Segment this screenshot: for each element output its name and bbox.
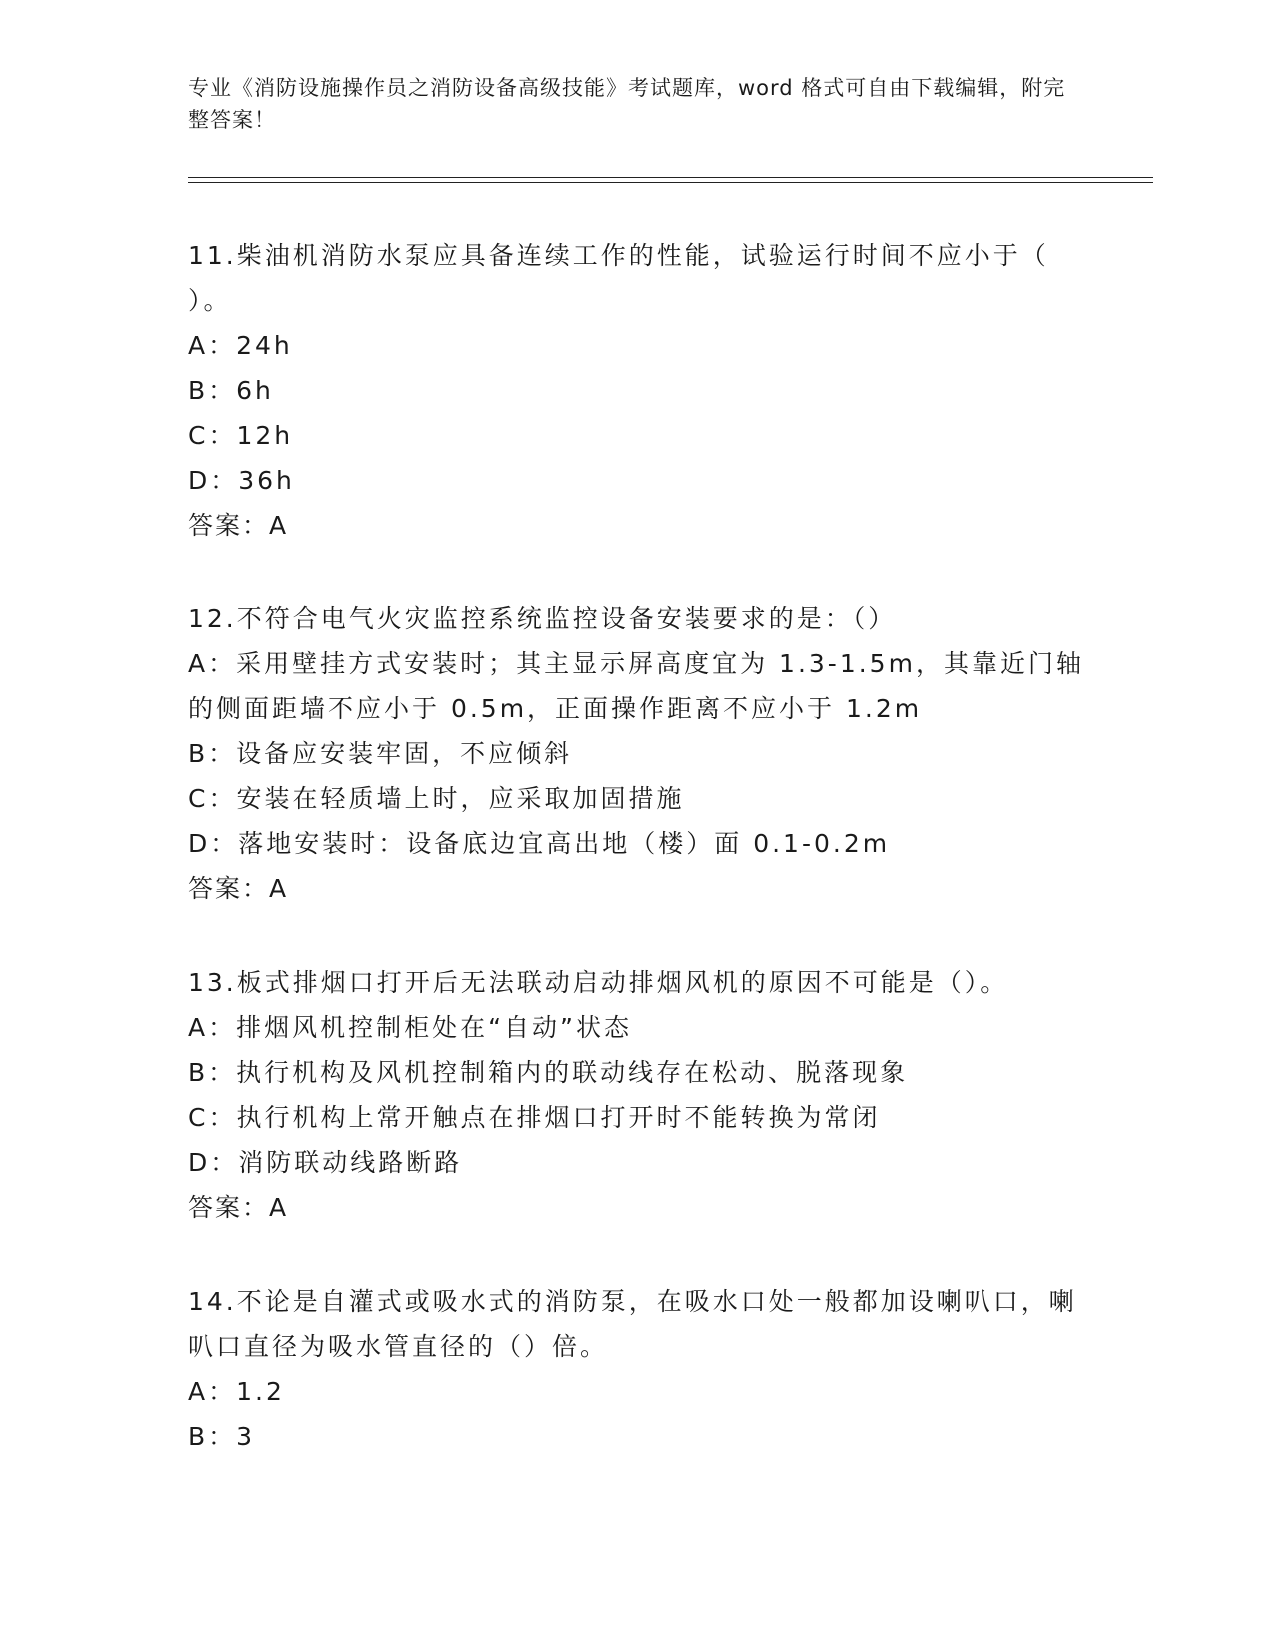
option-d: D：消防联动线路断路 (188, 1148, 463, 1177)
question-14 (188, 1279, 1088, 1459)
answer-line: 答案：A (188, 1193, 289, 1222)
option-a: A：排烟风机控制柜处在“自动”状态 (188, 1013, 633, 1042)
question-stem: 13.板式排烟口打开后无法联动启动排烟风机的原因不可能是（）。 (188, 968, 1009, 997)
option-b: B：6h (188, 376, 274, 405)
answer-line: 答案：A (188, 511, 289, 540)
answer-line: 答案：A (188, 874, 289, 903)
option-d: D：落地安装时：设备底边宜高出地（楼）面 0.1-0.2m (188, 829, 891, 858)
option-c: C：执行机构上常开触点在排烟口打开时不能转换为常闭 (188, 1103, 881, 1132)
option-a: A：24h (188, 331, 293, 360)
option-b: B：执行机构及风机控制箱内的联动线存在松动、脱落现象 (188, 1058, 909, 1087)
header-divider-bottom (188, 182, 1153, 183)
question-stem: 14.不论是自灌式或吸水式的消防泵，在吸水口处一般都加设喇叭口，喇叭口直径为吸水管直径的（）倍。 (188, 1287, 1077, 1361)
option-c: C：安装在轻质墙上时，应采取加固措施 (188, 784, 685, 813)
option-b: B：设备应安装牢固，不应倾斜 (188, 739, 573, 768)
option-d: D：36h (188, 466, 295, 495)
question-13 (188, 960, 1088, 1230)
option-b: B：3 (188, 1422, 256, 1451)
option-a: A：1.2 (188, 1377, 285, 1406)
question-stem: 11.柴油机消防水泵应具备连续工作的性能，试验运行时间不应小于（ ）。 (188, 241, 1049, 315)
option-c: C：12h (188, 421, 294, 450)
document-header: 专业《消防设施操作员之消防设备高级技能》考试题库，word 格式可自由下载编辑，附完整答案！ (188, 76, 1066, 132)
option-a: A：采用壁挂方式安装时；其主显示屏高度宜为 1.3-1.5m，其靠近门轴的侧面距墙不应小于 0.5m，正面操作距离不应小于 1.2m (188, 649, 1084, 723)
question-11 (188, 233, 1088, 548)
question-12 (188, 596, 1088, 911)
header-divider-top (188, 177, 1153, 178)
question-stem: 12.不符合电气火灾监控系统监控设备安装要求的是：（） (188, 604, 897, 633)
